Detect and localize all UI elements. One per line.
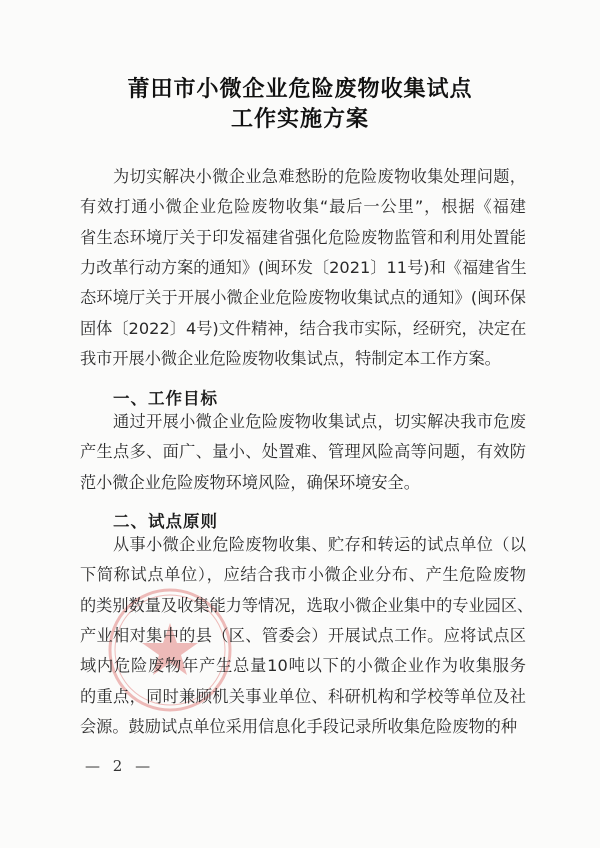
document-title-line-1: 莆田市小微企业危险废物收集试点 xyxy=(127,76,473,102)
page-number: — 2 — xyxy=(85,757,155,775)
text-line: 会源。鼓励试点单位采用信息化手段记录所收集危险废物的种 xyxy=(80,716,518,736)
text-line: 力改革行动方案的通知》(闽环发〔2021〕11号)和《福建省生 xyxy=(80,257,527,277)
text-line: 的重点，同时兼顾机关事业单位、科研机构和学校等单位及社 xyxy=(80,686,526,706)
text-line: 通过开展小微企业危险废物收集试点，切实解决我市危废 xyxy=(113,412,526,431)
document-title-line-2: 工作实施方案 xyxy=(230,106,369,132)
text-line: 范小微企业危险废物环境风险，确保环境安全。 xyxy=(80,472,420,492)
text-line: 的类别数量及收集能力等情况，选取小微企业集中的专业园区、 xyxy=(80,595,534,615)
text-line: 有效打通小微企业危险废物收集“最后一公里”，根据《福建 xyxy=(80,197,526,217)
text-line: 产业相对集中的县（区、管委会）开展试点工作。应将试点区 xyxy=(80,625,526,645)
text-line: 省生态环境厅关于印发福建省强化危险废物监管和利用处置能 xyxy=(80,227,526,247)
section-heading-goals: 一、工作目标 xyxy=(113,389,218,408)
text-line: 固体〔2022〕4号)文件精神，结合我市实际，经研究，决定在 xyxy=(80,318,527,338)
text-line: 下简称试点单位），应结合我市小微企业分布、产生危险废物 xyxy=(80,565,526,585)
text-line: 为切实解决小微企业急难愁盼的危险废物收集处理问题， xyxy=(113,167,526,186)
section-heading-principles: 二、试点原则 xyxy=(113,512,218,531)
text-line: 从事小微企业危险废物收集、贮存和转运的试点单位（以 xyxy=(113,535,526,554)
text-line: 我市开展小微企业危险废物收集试点，特制定本工作方案。 xyxy=(80,348,501,368)
text-line: 态环境厅关于开展小微企业危险废物收集试点的通知》(闽环保 xyxy=(80,288,526,308)
text-line: 产生点多、面广、量小、处置难、管理风险高等问题，有效防 xyxy=(80,442,526,462)
text-line: 域内危险废物年产生总量10吨以下的小微企业作为收集服务 xyxy=(80,656,526,676)
